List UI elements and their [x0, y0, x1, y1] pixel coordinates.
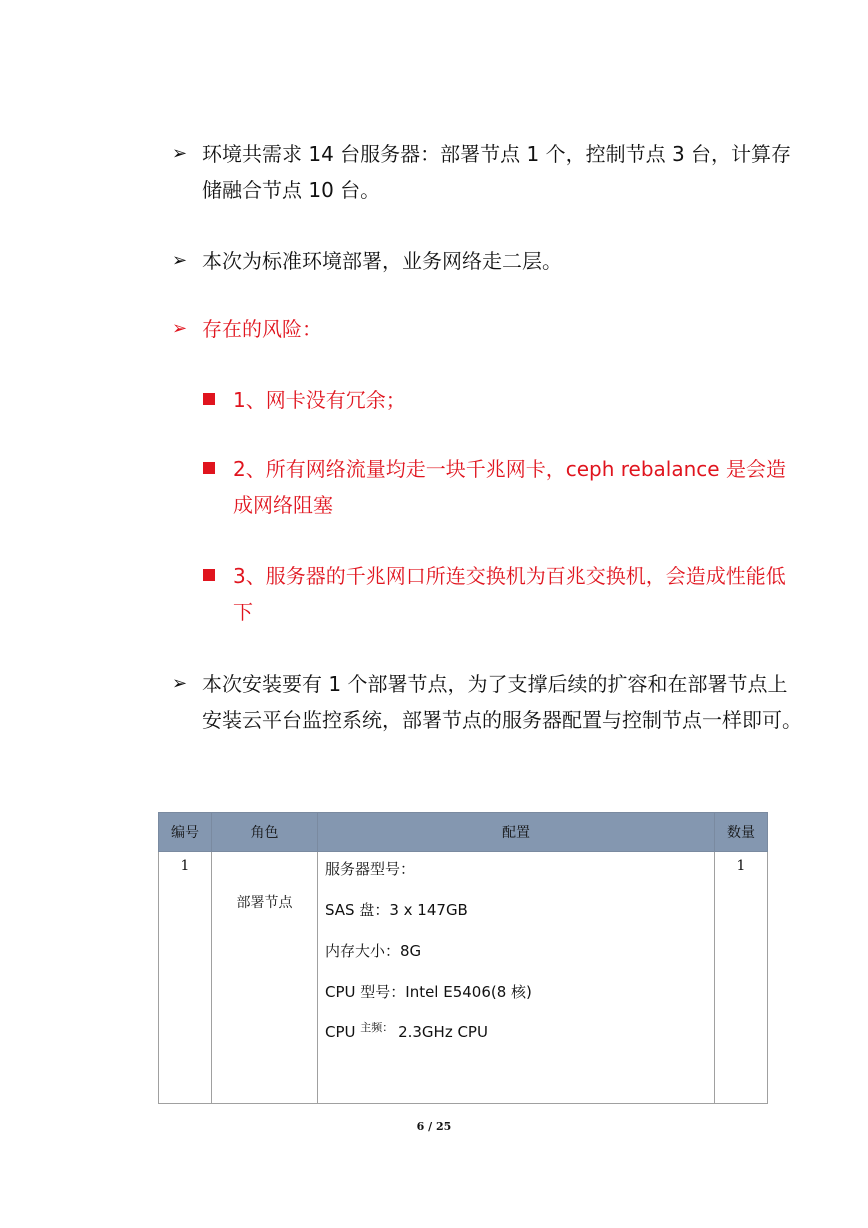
bullet-item-risk: [172, 311, 802, 347]
risk-item: [203, 558, 803, 630]
cpu-frequency-label: 主频：: [360, 1021, 394, 1034]
risk-item: [203, 451, 803, 523]
table-header-row: [159, 813, 768, 852]
arrow-bullet-icon: ➢: [172, 250, 188, 271]
col-header-quantity: 数量: [715, 813, 768, 852]
arrow-bullet-icon: ➢: [172, 143, 188, 164]
col-header-config: 配置: [318, 813, 715, 852]
bullet-text: 本次为标准环境部署，业务网络走二层。: [202, 249, 562, 273]
cell-quantity: 1: [715, 852, 768, 1104]
table-row: [159, 852, 768, 1104]
cell-config: [318, 852, 715, 1104]
bullet-text: 环境共需求 14 台服务器：部署节点 1 个，控制节点 3 台，计算存储融合节点 10 台。: [202, 142, 792, 202]
config-line: 服务器型号：: [325, 860, 416, 878]
cell-role: 部署节点: [212, 852, 318, 1104]
config-line: SAS 盘：3 x 147GB: [325, 901, 468, 919]
risk-text: 2、所有网络流量均走一块千兆网卡，ceph rebalance 是会造成网络阻塞: [233, 457, 786, 517]
square-bullet-icon: [203, 462, 215, 474]
cpu-frequency-value: 2.3GHz CPU: [398, 1023, 488, 1041]
page-number: 6 / 25: [416, 1120, 452, 1133]
risk-item: [203, 382, 803, 418]
arrow-bullet-icon: ➢: [172, 318, 188, 339]
square-bullet-icon: [203, 569, 215, 581]
square-bullet-icon: [203, 393, 215, 405]
bullet-text: 存在的风险：: [202, 317, 322, 341]
config-line: CPU 型号：Intel E5406(8 核): [325, 983, 532, 1001]
bullet-item: [172, 666, 802, 738]
risk-text: 3、服务器的千兆网口所连交换机为百兆交换机，会造成性能低下: [233, 564, 786, 624]
col-header-number: 编号: [159, 813, 212, 852]
cpu-label: CPU: [325, 1023, 356, 1041]
col-header-role: 角色: [212, 813, 318, 852]
config-table: [158, 812, 768, 1104]
arrow-bullet-icon: ➢: [172, 673, 188, 694]
bullet-text: 本次安装要有 1 个部署节点，为了支撑后续的扩容和在部署节点上安装云平台监控系统，部署节点的服务器配置与控制节点一样即可。: [202, 672, 802, 732]
cell-number: 1: [159, 852, 212, 1104]
bullet-item: [172, 136, 802, 208]
config-line-cpu-frequency: [325, 1017, 708, 1058]
risk-text: 1、网卡没有冗余；: [233, 388, 406, 412]
config-line: 内存大小：8G: [325, 942, 422, 960]
bullet-item: [172, 243, 802, 279]
